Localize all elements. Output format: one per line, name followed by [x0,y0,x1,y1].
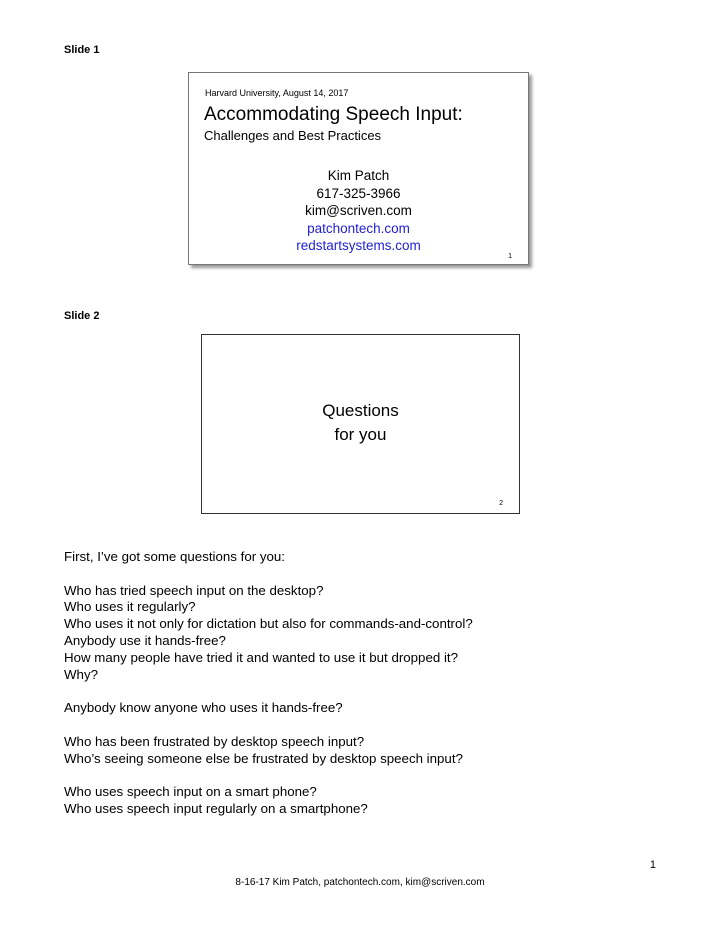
presenter-email: kim@scriven.com [305,203,412,218]
redstartsystems-link: redstartsystems.com [296,238,421,253]
presenter-name: Kim Patch [327,168,390,183]
paragraph-gap [64,683,664,700]
slide-2-number: 2 [499,500,503,507]
speaker-notes [64,549,664,818]
notes-line: Who uses speech input on a smart phone? [64,784,317,800]
notes-line: Why? [64,666,98,682]
notes-line: Anybody use it hands-free? [64,632,226,648]
notes-line: Who has tried speech input on the desktop? [64,582,324,598]
notes-line: Anybody know anyone who uses it hands-free? [64,700,343,716]
slide-1-thumbnail [188,72,529,265]
notes-line: How many people have tried it and wanted to use it but dropped it? [64,649,458,665]
slide-2-title-line-2: for you [334,425,387,444]
patchontech-link: patchontech.com [307,220,410,236]
notes-line: Who’s seeing someone else be frustrated by desktop speech input? [64,750,463,766]
presenter-phone: 617-325-3966 [316,185,401,201]
slide-1-label: Slide 1 [64,44,100,56]
slide-1-date-line: Harvard University, August 14, 2017 [205,88,349,98]
slide-2-title-line-1: Questions [322,401,399,420]
page-footer: 8-16-17 Kim Patch, patchontech.com, kim@scriven.com [235,877,485,888]
notes-line: Who uses it not only for dictation but also for commands-and-control? [64,616,473,632]
notes-line: First, I’ve got some questions for you: [64,549,285,564]
paragraph-gap [64,566,664,583]
slide-2-label: Slide 2 [64,310,100,322]
paragraph-gap [64,717,664,734]
slide-2-thumbnail [201,334,520,514]
notes-line: Who uses it regularly? [64,599,196,615]
paragraph-gap [64,767,664,784]
slide-1-subtitle: Challenges and Best Practices [204,128,382,143]
slide-1-contact-block [189,167,528,255]
notes-line: Who has been frustrated by desktop speech input? [64,733,365,749]
page-number: 1 [649,859,656,871]
slide-1-number: 1 [508,253,512,260]
slide-2-title [202,399,519,447]
slide-1-title: Accommodating Speech Input: [204,104,463,125]
notes-line: Who uses speech input regularly on a smartphone? [64,800,368,816]
